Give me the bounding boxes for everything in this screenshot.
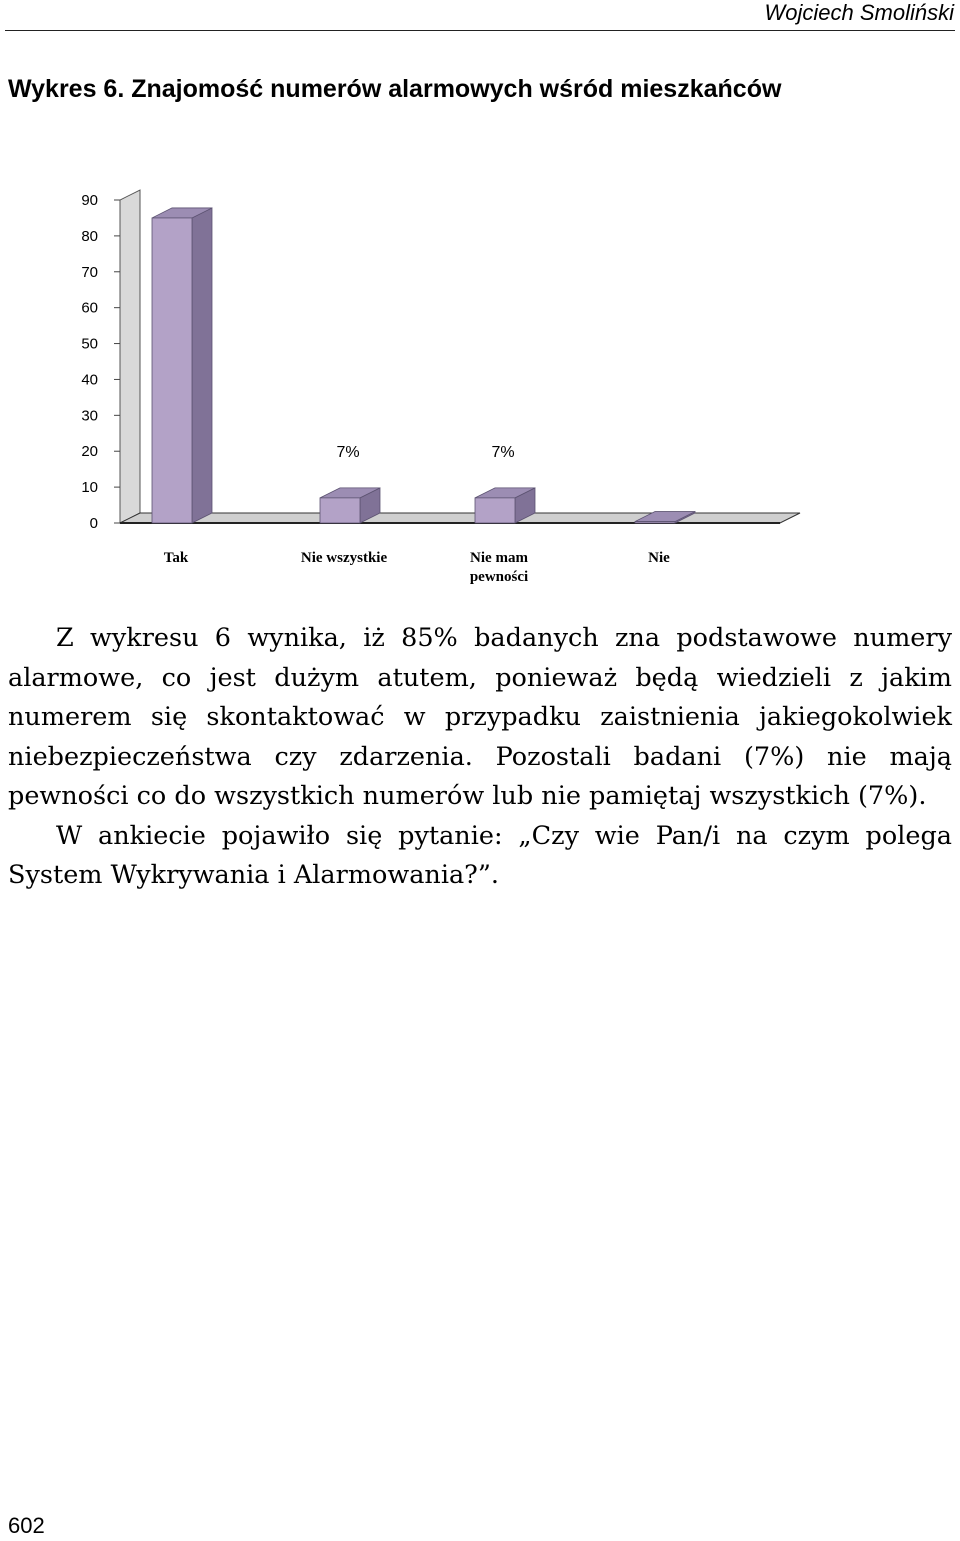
y-tick-label: 50 xyxy=(81,335,98,353)
header-rule xyxy=(5,30,955,31)
paragraph-1: Z wykresu 6 wynika, iż 85% badanych zna podstawowe numery alarmowe, co jest dużym atutem, ponieważ będą wiedzieli z jakim numerem się skontaktować w przypadku zaistnienia jakiegokolwiek niebezpieczeństwa czy zdarzenia. Pozostali badani (7%) nie mają pewności co do wszystkich numerów lub nie pamiętaj wszystkich (7%). xyxy=(8,623,952,811)
x-category-label-line: Tak xyxy=(163,550,189,566)
bar-chart xyxy=(60,180,820,590)
y-tick-label: 20 xyxy=(81,443,98,461)
body-text xyxy=(8,619,952,896)
bar-front xyxy=(152,218,192,523)
bar-nie-wszystkie xyxy=(320,488,380,523)
bar-front xyxy=(320,498,360,523)
chart-bars xyxy=(152,208,695,523)
x-category-label xyxy=(164,550,189,566)
x-category-label xyxy=(301,550,388,566)
y-tick-label: 60 xyxy=(81,299,98,317)
x-category-label xyxy=(648,550,670,566)
x-axis-floor xyxy=(120,513,800,523)
bar-nie-mam-pewności xyxy=(475,488,535,523)
y-tick-label: 30 xyxy=(81,407,98,425)
x-category-label-line: Nie wszystkie xyxy=(300,550,388,566)
y-tick-label: 0 xyxy=(89,515,98,532)
bar-front xyxy=(475,498,515,523)
bar-side xyxy=(192,208,212,523)
x-category-label-line: pewności xyxy=(469,569,529,585)
x-category-label xyxy=(470,550,529,585)
y-tick-label: 10 xyxy=(81,479,98,497)
bar-front xyxy=(635,522,675,523)
y-tick-label: 70 xyxy=(81,263,98,281)
running-header-author: Wojciech Smoliński xyxy=(764,0,954,25)
x-category-label-line: Nie mam xyxy=(470,550,528,566)
data-label: 7% xyxy=(491,444,515,461)
paragraph-2: W ankiecie pojawiło się pytanie: „Czy wie Pan/i na czym polega System Wykrywania i Alarmowania?”. xyxy=(8,820,952,890)
y-tick-label: 90 xyxy=(81,192,98,209)
page-number: 602 xyxy=(8,1513,45,1538)
x-category-label-line: Nie xyxy=(648,550,670,566)
bar-tak xyxy=(152,208,212,523)
y-axis-wall xyxy=(120,190,140,523)
y-tick-label: 80 xyxy=(81,227,98,245)
y-tick-label: 40 xyxy=(81,371,98,389)
figure-caption: Wykres 6. Znajomość numerów alarmowych wśród mieszkańców xyxy=(8,75,782,103)
data-label: 7% xyxy=(336,444,360,461)
